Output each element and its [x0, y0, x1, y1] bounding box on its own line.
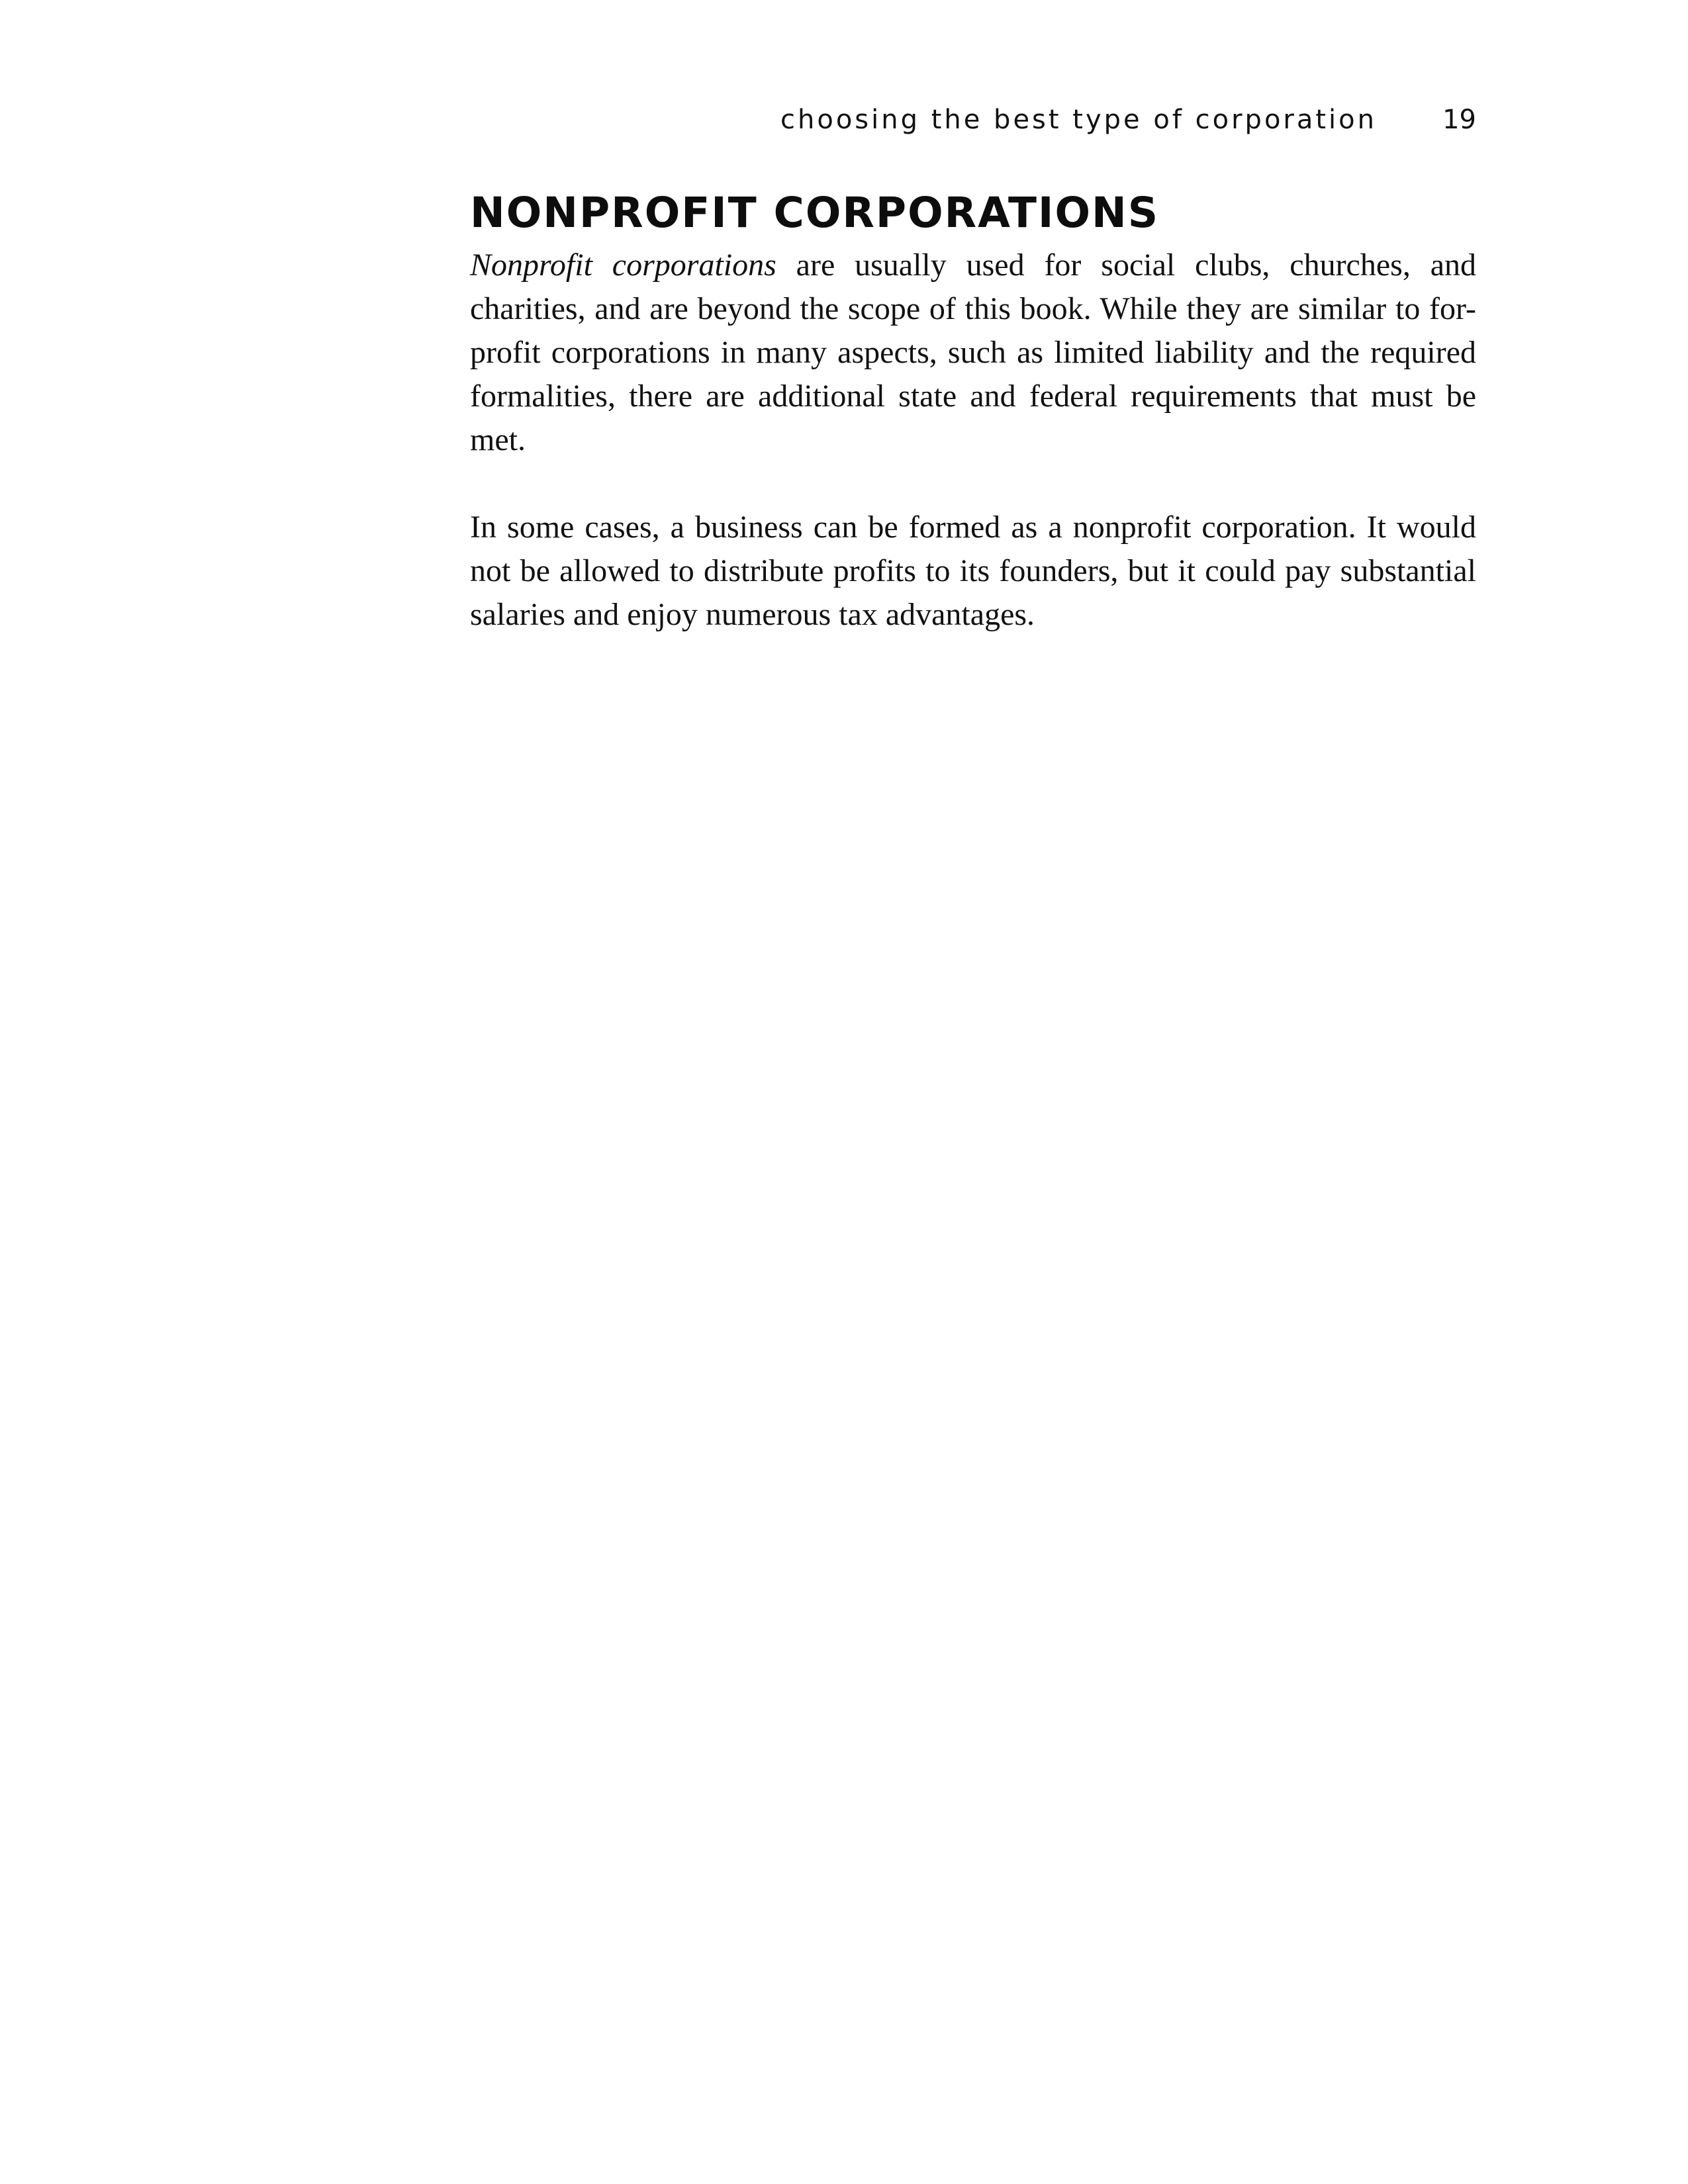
paragraph-2: In some cases, a business can be formed as a nonprofit corporation. It would not be allowed to distribute profits to its founders, but it could pay substantial salaries and enjoy numerous tax advantages. — [470, 510, 1476, 632]
page-number: 19 — [1442, 105, 1476, 135]
section-heading: NONPROFIT CORPORATIONS — [470, 189, 1160, 237]
running-head-title: choosing the best type of corporation — [780, 105, 1377, 135]
italic-term: Nonprofit corporations — [470, 248, 776, 283]
running-head — [470, 99, 1476, 146]
paragraph-1-text: are usually used for social clubs, churches, and charities, and are beyond the scope of this book. While they are similar to for-profit corporations in many aspects, such as limited liability and the required formalities, there are additional state and federal requirements that must be met. — [470, 248, 1476, 457]
paragraph-1 — [470, 244, 1476, 462]
page-content — [470, 187, 1476, 637]
